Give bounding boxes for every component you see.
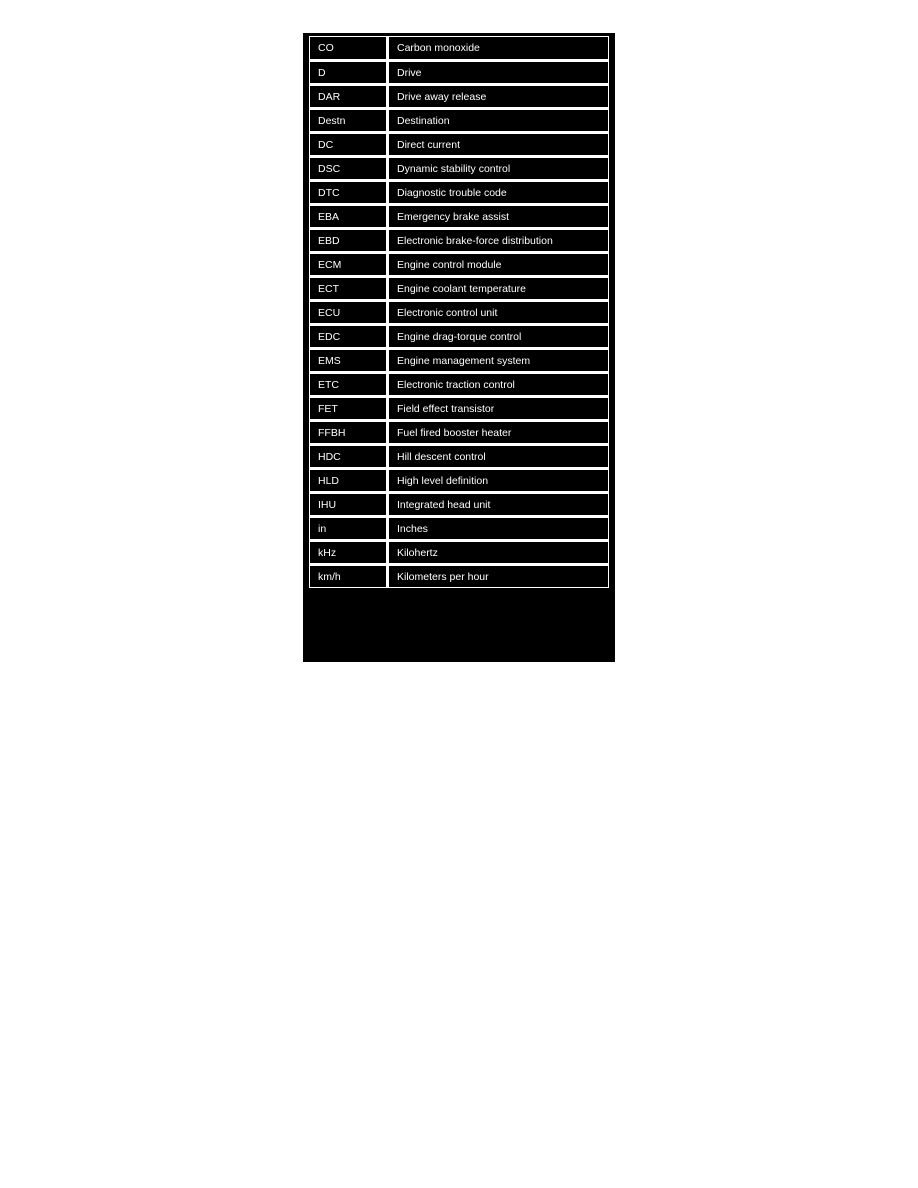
table-row bbox=[309, 420, 609, 444]
abbreviation-cell: DTC bbox=[309, 180, 388, 204]
abbreviation-cell: EMS bbox=[309, 348, 388, 372]
table-row bbox=[309, 468, 609, 492]
abbreviation-cell: IHU bbox=[309, 492, 388, 516]
abbreviation-cell: kHz bbox=[309, 540, 388, 564]
meaning-cell: Kilohertz bbox=[388, 540, 609, 564]
abbreviation-cell: in bbox=[309, 516, 388, 540]
abbreviation-cell: ECT bbox=[309, 276, 388, 300]
table-row bbox=[309, 132, 609, 156]
abbreviation-cell: FFBH bbox=[309, 420, 388, 444]
abbreviation-cell: HLD bbox=[309, 468, 388, 492]
table-row bbox=[309, 516, 609, 540]
table-row bbox=[309, 372, 609, 396]
abbreviation-cell: HDC bbox=[309, 444, 388, 468]
meaning-cell: Integrated head unit bbox=[388, 492, 609, 516]
abbreviation-cell: ECU bbox=[309, 300, 388, 324]
table-row bbox=[309, 84, 609, 108]
table-row bbox=[309, 396, 609, 420]
abbreviation-cell: EBA bbox=[309, 204, 388, 228]
abbreviation-cell: ECM bbox=[309, 252, 388, 276]
meaning-cell: Kilometers per hour bbox=[388, 564, 609, 588]
abbreviation-cell: DSC bbox=[309, 156, 388, 180]
meaning-cell: Electronic brake-force distribution bbox=[388, 228, 609, 252]
meaning-cell: Emergency brake assist bbox=[388, 204, 609, 228]
table-row bbox=[309, 324, 609, 348]
meaning-cell: High level definition bbox=[388, 468, 609, 492]
abbreviations-table-body bbox=[309, 36, 609, 588]
table-row bbox=[309, 252, 609, 276]
table-row bbox=[309, 60, 609, 84]
table-row bbox=[309, 36, 609, 60]
abbreviation-cell: km/h bbox=[309, 564, 388, 588]
abbreviation-cell: EDC bbox=[309, 324, 388, 348]
meaning-cell: Engine coolant temperature bbox=[388, 276, 609, 300]
table-row bbox=[309, 300, 609, 324]
meaning-cell: Engine drag-torque control bbox=[388, 324, 609, 348]
meaning-cell: Drive bbox=[388, 60, 609, 84]
meaning-cell: Field effect transistor bbox=[388, 396, 609, 420]
meaning-cell: Engine control module bbox=[388, 252, 609, 276]
meaning-cell: Diagnostic trouble code bbox=[388, 180, 609, 204]
meaning-cell: Electronic control unit bbox=[388, 300, 609, 324]
meaning-cell: Fuel fired booster heater bbox=[388, 420, 609, 444]
table-row bbox=[309, 180, 609, 204]
table-row bbox=[309, 444, 609, 468]
table-row bbox=[309, 348, 609, 372]
table-row bbox=[309, 204, 609, 228]
abbreviation-cell: FET bbox=[309, 396, 388, 420]
meaning-cell: Dynamic stability control bbox=[388, 156, 609, 180]
meaning-cell: Carbon monoxide bbox=[388, 36, 609, 60]
abbreviations-table bbox=[309, 36, 609, 588]
meaning-cell: Engine management system bbox=[388, 348, 609, 372]
table-row bbox=[309, 492, 609, 516]
table-row bbox=[309, 276, 609, 300]
table-row bbox=[309, 156, 609, 180]
table-row bbox=[309, 228, 609, 252]
abbreviation-cell: DC bbox=[309, 132, 388, 156]
abbreviation-cell: EBD bbox=[309, 228, 388, 252]
abbreviation-cell: D bbox=[309, 60, 388, 84]
meaning-cell: Direct current bbox=[388, 132, 609, 156]
abbreviation-cell: Destn bbox=[309, 108, 388, 132]
abbreviations-panel bbox=[303, 33, 615, 662]
abbreviation-cell: DAR bbox=[309, 84, 388, 108]
meaning-cell: Inches bbox=[388, 516, 609, 540]
table-row bbox=[309, 540, 609, 564]
meaning-cell: Hill descent control bbox=[388, 444, 609, 468]
meaning-cell: Drive away release bbox=[388, 84, 609, 108]
abbreviation-cell: ETC bbox=[309, 372, 388, 396]
table-row bbox=[309, 108, 609, 132]
meaning-cell: Destination bbox=[388, 108, 609, 132]
abbreviation-cell: CO bbox=[309, 36, 388, 60]
meaning-cell: Electronic traction control bbox=[388, 372, 609, 396]
table-row bbox=[309, 564, 609, 588]
